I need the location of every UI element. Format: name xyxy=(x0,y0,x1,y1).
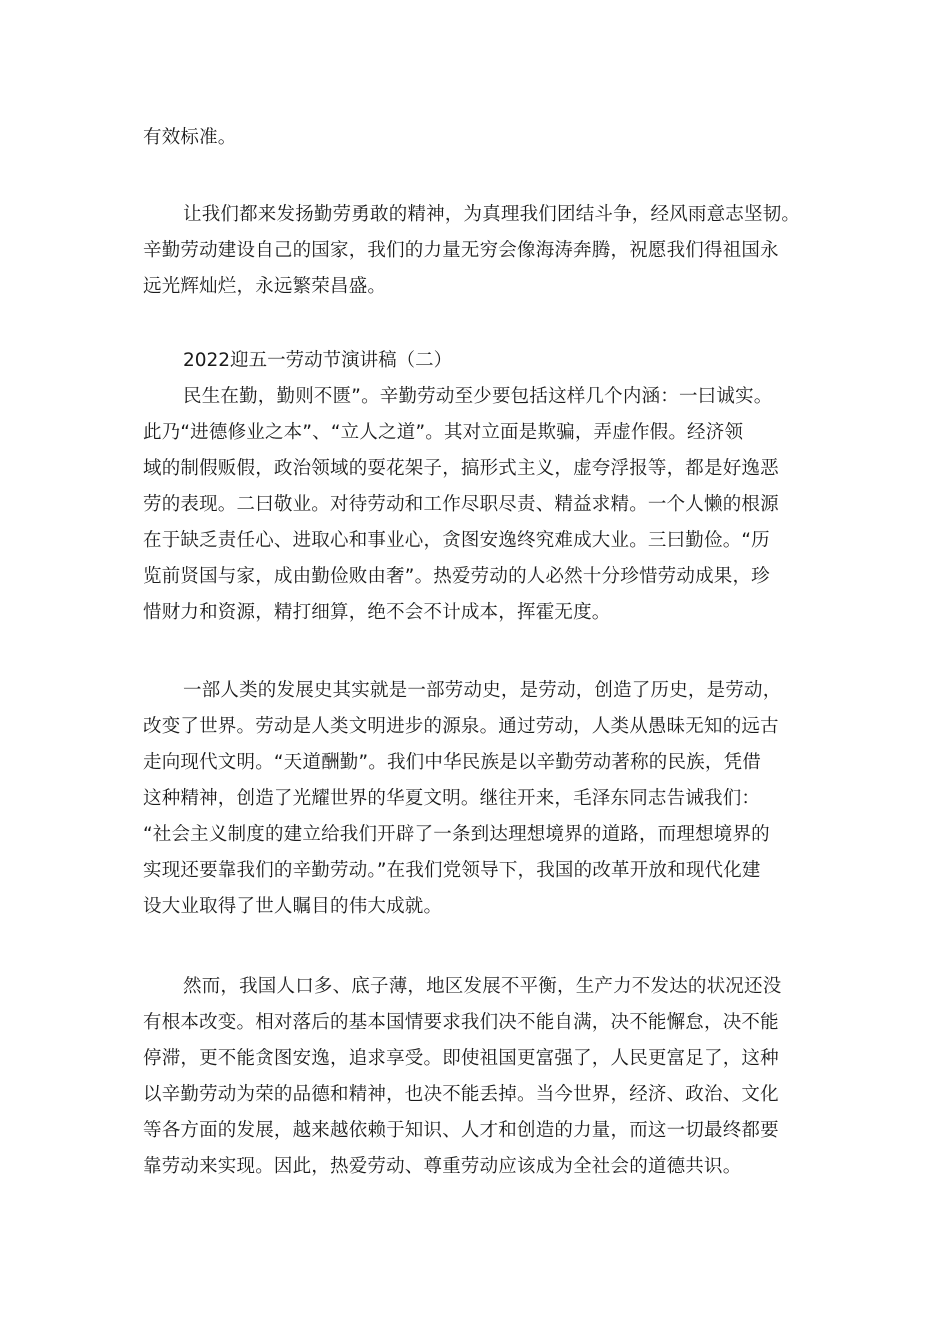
text-line: 览前贤国与家，成由勤俭败由奢”。热爱劳动的人必然十分珍惜劳动成果，珍 xyxy=(143,566,770,587)
section-heading: 2022迎五一劳动节演讲稿（二） xyxy=(183,350,453,371)
text-line: 民生在勤，勤则不匮”。辛勤劳动至少要包括这样几个内涵：一曰诚实。 xyxy=(183,386,773,407)
text-line: 一部人类的发展史其实就是一部劳动史，是劳动，创造了历史，是劳动， xyxy=(183,680,782,701)
paragraph-call-to-action xyxy=(143,197,813,305)
text-line: 域的制假贩假，政治领域的耍花架子，搞形式主义，虚夸浮报等，都是好逸恶 xyxy=(143,458,779,479)
text-line: 劳的表现。二曰敬业。对待劳动和工作尽职尽责、精益求精。一个人懒的根源 xyxy=(143,494,779,515)
text-line: 停滞，更不能贪图安逸，追求享受。即使祖国更富强了，人民更富足了，这种 xyxy=(143,1048,779,1069)
text-line: 设大业取得了世人瞩目的伟大成就。 xyxy=(143,896,443,917)
paragraph-1 xyxy=(143,379,813,631)
text-line: 在于缺乏责任心、进取心和事业心，贪图安逸终究难成大业。三曰勤俭。“历 xyxy=(143,530,770,551)
text-line: 辛勤劳动建设自己的国家，我们的力量无穷会像海涛奔腾，祝愿我们得祖国永 xyxy=(143,240,779,261)
paragraph-fragment-end xyxy=(143,120,813,156)
text-line: 惜财力和资源，精打细算，绝不会不计成本，挥霍无度。 xyxy=(143,602,611,623)
text-line: 走向现代文明。“天道酬勤”。我们中华民族是以辛勤劳动著称的民族，凭借 xyxy=(143,752,761,773)
text-line: 实现还要靠我们的辛勤劳动。”在我们党领导下，我国的改革开放和现代化建 xyxy=(143,860,761,881)
text-line: 有效标准。 xyxy=(143,127,237,148)
text-line: 让我们都来发扬勤劳勇敢的精神，为真理我们团结斗争，经风雨意志坚韧。 xyxy=(183,204,801,225)
text-line: 有根本改变。相对落后的基本国情要求我们决不能自满，决不能懈怠，决不能 xyxy=(143,1012,779,1033)
paragraph-3 xyxy=(143,969,813,1185)
text-line: 这种精神，创造了光耀世界的华夏文明。继往开来，毛泽东同志告诫我们： xyxy=(143,788,761,809)
paragraph-2 xyxy=(143,673,813,925)
text-line: 此乃“进德修业之本”、“立人之道”。其对立面是欺骗，弄虚作假。经济领 xyxy=(143,422,744,443)
text-line: “社会主义制度的建立给我们开辟了一条到达理想境界的道路，而理想境界的 xyxy=(143,824,770,845)
text-line: 等各方面的发展，越来越依赖于知识、人才和创造的力量，而这一切最终都要 xyxy=(143,1120,779,1141)
text-line: 改变了世界。劳动是人类文明进步的源泉。通过劳动，人类从愚昧无知的远古 xyxy=(143,716,779,737)
text-line: 靠劳动来实现。因此，热爱劳动、尊重劳动应该成为全社会的道德共识。 xyxy=(143,1156,742,1177)
text-line: 以辛勤劳动为荣的品德和精神，也决不能丢掉。当今世界，经济、政治、文化 xyxy=(143,1084,779,1105)
text-line: 远光辉灿烂，永远繁荣昌盛。 xyxy=(143,276,387,297)
text-line: 然而，我国人口多、底子薄，地区发展不平衡，生产力不发达的状况还没 xyxy=(183,976,782,997)
